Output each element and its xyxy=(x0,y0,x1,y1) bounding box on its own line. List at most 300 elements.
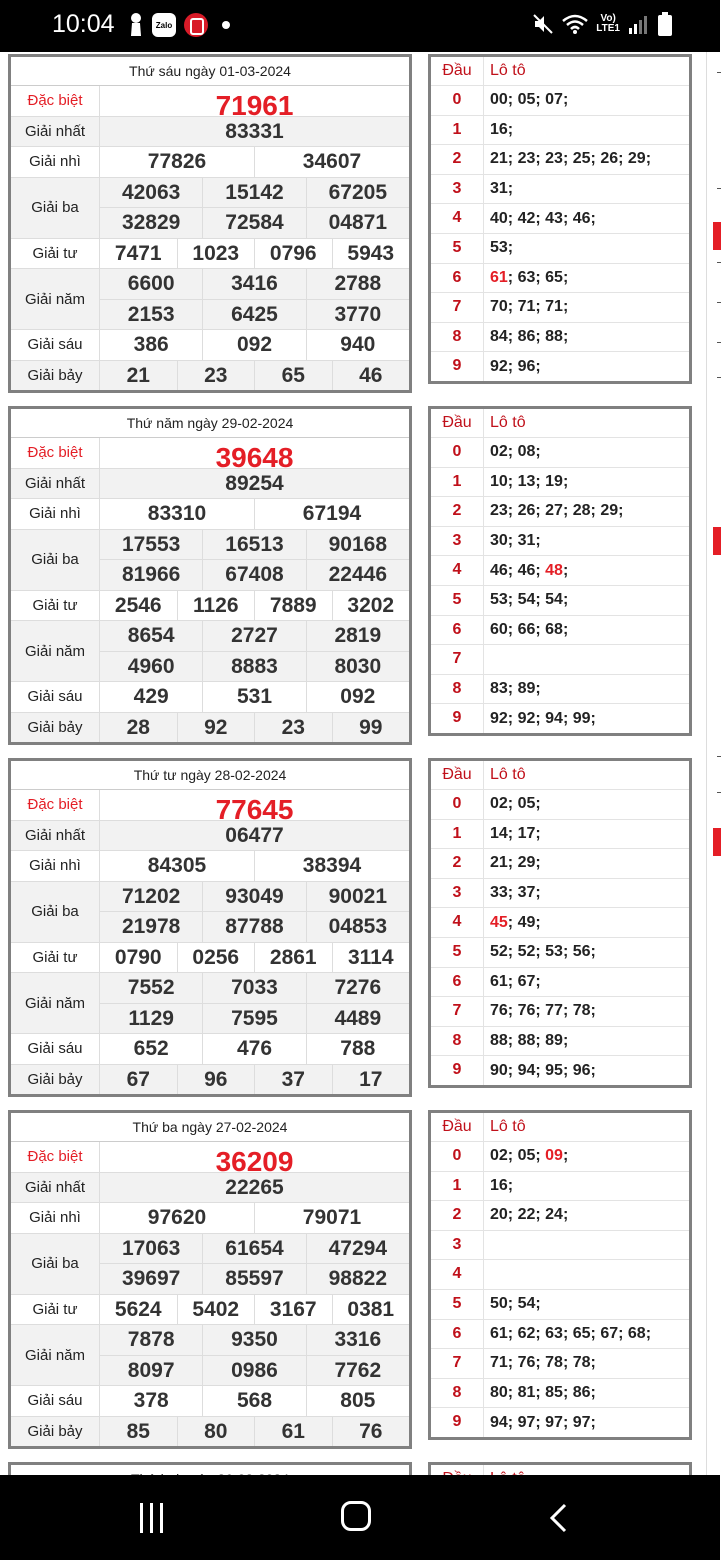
prize-row xyxy=(11,1417,409,1447)
prize-number: 77645 xyxy=(215,794,294,825)
prize-number: 8030 xyxy=(334,654,382,678)
dau-digit: 4 xyxy=(431,908,484,937)
dau-header: Đầu xyxy=(431,57,484,85)
wifi-icon xyxy=(562,13,588,35)
side-divider xyxy=(717,377,721,378)
dau-digit: 7 xyxy=(431,645,484,674)
prize-row xyxy=(11,1386,409,1417)
prize-label: Giải sáu xyxy=(11,1034,100,1064)
dau-digit: 1 xyxy=(431,116,484,145)
prize-number: 7878 xyxy=(100,1325,203,1355)
dau-digit: 6 xyxy=(431,264,484,293)
prize-number: 2819 xyxy=(334,624,382,647)
prize-number: 67205 xyxy=(328,180,388,204)
loto-values: 02; 05; 09; xyxy=(490,1147,569,1165)
draw-date: Thứ năm ngày 29-02-2024 xyxy=(11,409,409,438)
dau-digit: 9 xyxy=(431,1056,484,1085)
loto-row xyxy=(431,323,689,353)
prize-number: 89254 xyxy=(225,471,284,495)
prize-label: Giải nhất xyxy=(11,117,100,147)
loto-values: 33; 37; xyxy=(490,884,541,902)
loto-values: 46; 46; 48; xyxy=(490,561,569,579)
prize-label: Giải ba xyxy=(11,882,100,942)
prize-number: 16513 xyxy=(203,530,306,560)
prize-number: 2727 xyxy=(203,621,306,651)
loto-values: 83; 89; xyxy=(490,680,541,698)
loto-row xyxy=(431,675,689,705)
draw-date: Thứ ba ngày 27-02-2024 xyxy=(11,1113,409,1142)
dau-digit: 2 xyxy=(431,145,484,174)
side-red-marker xyxy=(713,527,721,555)
prize-number: 6425 xyxy=(203,300,306,330)
dau-digit: 6 xyxy=(431,968,484,997)
loto-values: 76; 76; 77; 78; xyxy=(490,1002,596,1020)
prize-number: 36209 xyxy=(215,1146,294,1177)
loto-values: 90; 94; 95; 96; xyxy=(490,1061,596,1079)
loto-row xyxy=(431,116,689,146)
loto-values: 02; 05; xyxy=(490,795,541,813)
prize-number: 67194 xyxy=(302,502,362,525)
prize-label: Giải bảy xyxy=(11,361,100,391)
prize-row xyxy=(11,361,409,391)
dau-digit: 1 xyxy=(431,468,484,497)
loto-values: 60; 66; 68; xyxy=(490,620,569,638)
side-red-marker xyxy=(713,222,721,250)
prize-label: Giải tư xyxy=(11,239,100,269)
dau-digit: 5 xyxy=(431,234,484,263)
prize-number: 61654 xyxy=(203,1234,306,1264)
side-divider xyxy=(717,72,721,73)
loto-row xyxy=(431,264,689,294)
loto-row xyxy=(431,556,689,586)
loto-values: 88; 88; 89; xyxy=(490,1032,569,1050)
prize-number: 386 xyxy=(100,330,203,360)
loto-table xyxy=(428,406,692,736)
back-icon[interactable] xyxy=(548,1503,570,1533)
prize-number: 9350 xyxy=(203,1325,306,1355)
prize-number: 2861 xyxy=(255,943,333,973)
results-table xyxy=(8,1110,412,1449)
dau-digit: 9 xyxy=(431,352,484,381)
loto-values: 02; 08; xyxy=(490,443,541,461)
dau-digit: 0 xyxy=(431,438,484,467)
clock: 10:04 xyxy=(52,10,115,38)
prize-label: Giải nhì xyxy=(11,851,100,881)
prize-number: 5402 xyxy=(178,1295,256,1325)
zalo-icon: Zalo xyxy=(152,13,176,37)
draw-date: Thứ tư ngày 28-02-2024 xyxy=(11,761,409,790)
prize-number: 17 xyxy=(359,1067,383,1091)
loto-row xyxy=(431,879,689,909)
prize-number: 90021 xyxy=(328,884,388,908)
loto-table xyxy=(428,1110,692,1440)
loto-values: 16; xyxy=(490,120,514,138)
loto-row xyxy=(431,527,689,557)
prize-row xyxy=(11,682,409,713)
loto-values: 45; 49; xyxy=(490,913,541,931)
loto-row xyxy=(431,1379,689,1409)
prize-number: 0256 xyxy=(178,943,256,973)
prize-number: 8883 xyxy=(203,652,306,682)
loto-row xyxy=(431,1056,689,1085)
loto-row xyxy=(431,820,689,850)
loto-row xyxy=(431,438,689,468)
prize-row xyxy=(11,1065,409,1095)
prize-number: 3114 xyxy=(347,945,394,969)
prize-number: 7276 xyxy=(334,976,382,999)
prize-number: 84305 xyxy=(100,851,255,881)
prize-number: 4960 xyxy=(100,652,203,682)
dau-digit: 4 xyxy=(431,204,484,233)
prize-row xyxy=(11,330,409,361)
loto-values: 80; 81; 85; 86; xyxy=(490,1384,596,1402)
loto-row xyxy=(431,86,689,116)
prize-number: 92 xyxy=(178,713,256,743)
prize-number: 531 xyxy=(203,682,306,712)
dau-digit: 4 xyxy=(431,1260,484,1289)
loto-values: 94; 97; 97; 97; xyxy=(490,1413,596,1431)
loto-values: 70; 71; 71; xyxy=(490,298,569,316)
prize-number: 83331 xyxy=(225,119,284,143)
prize-number: 17063 xyxy=(100,1234,203,1264)
prize-row xyxy=(11,147,409,178)
loto-row xyxy=(431,1172,689,1202)
navigation-bar xyxy=(0,1475,720,1560)
prize-number: 61 xyxy=(255,1417,333,1447)
loto-row xyxy=(431,175,689,205)
prize-number: 092 xyxy=(340,685,376,708)
prize-label: Giải nhì xyxy=(11,147,100,177)
side-divider xyxy=(717,756,721,757)
dau-digit: 6 xyxy=(431,1320,484,1349)
prize-number: 21 xyxy=(100,361,178,391)
mute-icon xyxy=(532,13,554,35)
prize-label: Giải ba xyxy=(11,530,100,590)
prize-number: 940 xyxy=(340,333,376,356)
prize-number: 67408 xyxy=(203,560,306,590)
side-divider xyxy=(717,342,721,343)
prize-row xyxy=(11,269,409,330)
dau-digit: 2 xyxy=(431,849,484,878)
prize-row xyxy=(11,1034,409,1065)
prize-row xyxy=(11,239,409,270)
recent-apps-icon[interactable] xyxy=(140,1503,170,1533)
prize-number: 15142 xyxy=(203,178,306,208)
loto-values: 40; 42; 43; 46; xyxy=(490,209,596,227)
prize-label: Giải bảy xyxy=(11,1065,100,1095)
prize-row xyxy=(11,821,409,852)
loto-values: 84; 86; 88; xyxy=(490,328,569,346)
prize-number: 85 xyxy=(100,1417,178,1447)
side-red-marker xyxy=(713,828,721,856)
prize-row xyxy=(11,1325,409,1386)
loto-row xyxy=(431,938,689,968)
prize-number: 28 xyxy=(100,713,178,743)
loto-row xyxy=(431,645,689,675)
loto-values: 00; 05; 07; xyxy=(490,91,569,109)
prize-label: Đặc biệt xyxy=(11,438,100,468)
loto-values: 23; 26; 27; 28; 29; xyxy=(490,502,624,520)
prize-row xyxy=(11,591,409,622)
prize-number: 96 xyxy=(178,1065,256,1095)
prize-label: Giải tư xyxy=(11,1295,100,1325)
loto-values: 92; 92; 94; 99; xyxy=(490,709,596,727)
prize-row xyxy=(11,1173,409,1204)
dau-digit: 8 xyxy=(431,675,484,704)
prize-label: Giải bảy xyxy=(11,713,100,743)
prize-label: Đặc biệt xyxy=(11,1142,100,1172)
prize-label: Đặc biệt xyxy=(11,790,100,820)
prize-number: 7552 xyxy=(100,973,203,1003)
loto-row xyxy=(431,145,689,175)
dau-digit: 5 xyxy=(431,586,484,615)
dau-digit: 0 xyxy=(431,790,484,819)
loto-header: Lô tô xyxy=(490,766,526,783)
prize-row xyxy=(11,790,409,825)
prize-number: 1126 xyxy=(178,591,256,621)
prize-number: 17553 xyxy=(100,530,203,560)
prize-number: 34607 xyxy=(302,150,362,173)
loto-row xyxy=(431,1201,689,1231)
loto-values: 14; 17; xyxy=(490,824,541,842)
prize-number: 3202 xyxy=(347,593,395,617)
prize-number: 99 xyxy=(359,715,383,739)
loto-values: 52; 52; 53; 56; xyxy=(490,943,596,961)
prize-number: 39697 xyxy=(100,1264,203,1294)
prize-number: 652 xyxy=(100,1034,203,1064)
prize-number: 65 xyxy=(255,361,333,391)
dau-digit: 0 xyxy=(431,1142,484,1171)
dau-digit: 8 xyxy=(431,1379,484,1408)
home-icon[interactable] xyxy=(341,1501,371,1531)
prize-number: 7595 xyxy=(203,1004,306,1034)
loto-row xyxy=(431,1142,689,1172)
results-table xyxy=(8,406,412,745)
dau-digit: 9 xyxy=(431,704,484,733)
prize-number: 2546 xyxy=(100,591,178,621)
dau-digit: 2 xyxy=(431,497,484,526)
prize-number: 72584 xyxy=(203,208,306,238)
draw-date: Thứ sáu ngày 01-03-2024 xyxy=(11,57,409,86)
loto-row xyxy=(431,968,689,998)
prize-number: 76 xyxy=(359,1419,383,1443)
network-label: LTE1 xyxy=(596,23,620,34)
prize-row xyxy=(11,621,409,682)
prize-number: 81966 xyxy=(100,560,203,590)
prize-label: Giải năm xyxy=(11,1325,100,1385)
prize-number: 39648 xyxy=(215,442,294,473)
loto-values: 10; 13; 19; xyxy=(490,472,569,490)
prize-row xyxy=(11,86,409,121)
prize-row xyxy=(11,943,409,974)
prize-number: 788 xyxy=(340,1037,376,1060)
loto-row xyxy=(431,1231,689,1261)
prize-label: Giải nhất xyxy=(11,821,100,851)
loto-row xyxy=(431,1260,689,1290)
prize-number: 3416 xyxy=(203,269,306,299)
signal-icon xyxy=(628,13,650,35)
loto-values: 30; 31; xyxy=(490,532,541,550)
prize-number: 42063 xyxy=(100,178,203,208)
prize-label: Giải sáu xyxy=(11,1386,100,1416)
prize-row xyxy=(11,499,409,530)
prize-row xyxy=(11,851,409,882)
dau-digit: 7 xyxy=(431,997,484,1026)
results-table xyxy=(8,54,412,393)
loto-table xyxy=(428,758,692,1088)
loto-row xyxy=(431,997,689,1027)
loto-row xyxy=(431,234,689,264)
prize-number: 0381 xyxy=(347,1297,395,1321)
prize-number: 5624 xyxy=(100,1295,178,1325)
loto-values: 92; 96; xyxy=(490,357,541,375)
prize-number: 0790 xyxy=(100,943,178,973)
loto-row xyxy=(431,468,689,498)
prize-label: Giải nhì xyxy=(11,1203,100,1233)
prize-number: 0796 xyxy=(255,239,333,269)
prize-label: Giải tư xyxy=(11,591,100,621)
loto-row xyxy=(431,586,689,616)
prize-number: 805 xyxy=(340,1389,376,1412)
loto-table xyxy=(428,54,692,384)
dau-digit: 8 xyxy=(431,1027,484,1056)
prize-number: 38394 xyxy=(302,854,362,877)
prize-label: Giải ba xyxy=(11,1234,100,1294)
prize-number: 3167 xyxy=(255,1295,333,1325)
prize-number: 93049 xyxy=(203,882,306,912)
prize-number: 37 xyxy=(255,1065,333,1095)
dau-digit: 3 xyxy=(431,175,484,204)
prize-label: Giải sáu xyxy=(11,330,100,360)
prize-label: Giải nhất xyxy=(11,1173,100,1203)
prize-number: 83310 xyxy=(100,499,255,529)
loto-row xyxy=(431,849,689,879)
dau-digit: 7 xyxy=(431,1349,484,1378)
loto-values: 61; 62; 63; 65; 67; 68; xyxy=(490,1324,652,1342)
notification-app-icon xyxy=(184,13,208,37)
prize-row xyxy=(11,469,409,500)
prize-number: 8654 xyxy=(100,621,203,651)
prize-number: 1129 xyxy=(100,1004,203,1034)
prize-row xyxy=(11,973,409,1034)
prize-number: 77826 xyxy=(100,147,255,177)
prize-row xyxy=(11,117,409,148)
prize-number: 4489 xyxy=(334,1006,382,1030)
loto-header: Lô tô xyxy=(490,414,526,431)
volte-label: Vo) xyxy=(600,13,616,24)
dau-digit: 2 xyxy=(431,1201,484,1230)
volte-indicator xyxy=(596,14,620,34)
prize-label: Giải nhì xyxy=(11,499,100,529)
dau-digit: 4 xyxy=(431,556,484,585)
side-panel-edge[interactable] xyxy=(706,52,721,1475)
prize-number: 98822 xyxy=(328,1267,388,1290)
dau-digit: 0 xyxy=(431,86,484,115)
loto-values: 21; 29; xyxy=(490,854,541,872)
prize-row xyxy=(11,1142,409,1177)
loto-row xyxy=(431,1290,689,1320)
loto-row xyxy=(431,497,689,527)
prize-number: 04871 xyxy=(328,211,388,234)
prize-number: 32829 xyxy=(100,208,203,238)
prize-number: 22446 xyxy=(328,563,388,586)
prize-number: 092 xyxy=(203,330,306,360)
loto-values: 16; xyxy=(490,1176,514,1194)
prize-number: 1023 xyxy=(178,239,256,269)
prize-label: Giải nhất xyxy=(11,469,100,499)
side-divider xyxy=(717,262,721,263)
prize-number: 85597 xyxy=(203,1264,306,1294)
prize-number: 7762 xyxy=(334,1358,382,1382)
prize-number: 2788 xyxy=(334,272,382,295)
prize-number: 429 xyxy=(100,682,203,712)
prize-number: 22265 xyxy=(225,1175,284,1199)
loto-row xyxy=(431,293,689,323)
dau-digit: 1 xyxy=(431,820,484,849)
prize-number: 71202 xyxy=(100,882,203,912)
prize-row xyxy=(11,438,409,473)
keyhole-icon xyxy=(128,12,144,38)
loto-row xyxy=(431,704,689,733)
prize-row xyxy=(11,1203,409,1234)
prize-number: 47294 xyxy=(328,1236,388,1260)
results-page[interactable] xyxy=(0,52,720,1475)
prize-number: 97620 xyxy=(100,1203,255,1233)
prize-number: 5943 xyxy=(347,241,395,265)
prize-number: 67 xyxy=(100,1065,178,1095)
prize-number: 23 xyxy=(255,713,333,743)
prize-number: 90168 xyxy=(328,532,388,556)
prize-label: Giải năm xyxy=(11,269,100,329)
loto-values: 61; 67; xyxy=(490,972,541,990)
prize-label: Giải bảy xyxy=(11,1417,100,1447)
side-divider xyxy=(717,188,721,189)
side-divider xyxy=(717,792,721,793)
prize-label: Giải tư xyxy=(11,943,100,973)
prize-number: 7471 xyxy=(100,239,178,269)
prize-number: 0986 xyxy=(203,1356,306,1386)
prize-number: 7033 xyxy=(203,973,306,1003)
loto-row xyxy=(431,352,689,381)
dau-digit: 5 xyxy=(431,938,484,967)
dau-digit: 3 xyxy=(431,527,484,556)
dau-digit: 5 xyxy=(431,1290,484,1319)
loto-values: 20; 22; 24; xyxy=(490,1206,569,1224)
status-bar xyxy=(0,0,720,52)
loto-row xyxy=(431,204,689,234)
more-notifications-dot-icon xyxy=(222,21,230,29)
loto-values: 31; xyxy=(490,180,514,198)
dau-header: Đầu xyxy=(431,1113,484,1141)
prize-label: Giải năm xyxy=(11,973,100,1033)
prize-label: Giải năm xyxy=(11,621,100,681)
loto-row xyxy=(431,908,689,938)
loto-values: 50; 54; xyxy=(490,1295,541,1313)
side-divider xyxy=(717,302,721,303)
results-table xyxy=(8,758,412,1097)
prize-number: 80 xyxy=(178,1417,256,1447)
prize-number: 476 xyxy=(203,1034,306,1064)
dau-digit: 3 xyxy=(431,1231,484,1260)
prize-number: 7889 xyxy=(255,591,333,621)
loto-row xyxy=(431,790,689,820)
prize-label: Đặc biệt xyxy=(11,86,100,116)
loto-row xyxy=(431,616,689,646)
prize-row xyxy=(11,882,409,943)
prize-row xyxy=(11,1234,409,1295)
prize-number: 2153 xyxy=(100,300,203,330)
dau-header: Đầu xyxy=(431,761,484,789)
